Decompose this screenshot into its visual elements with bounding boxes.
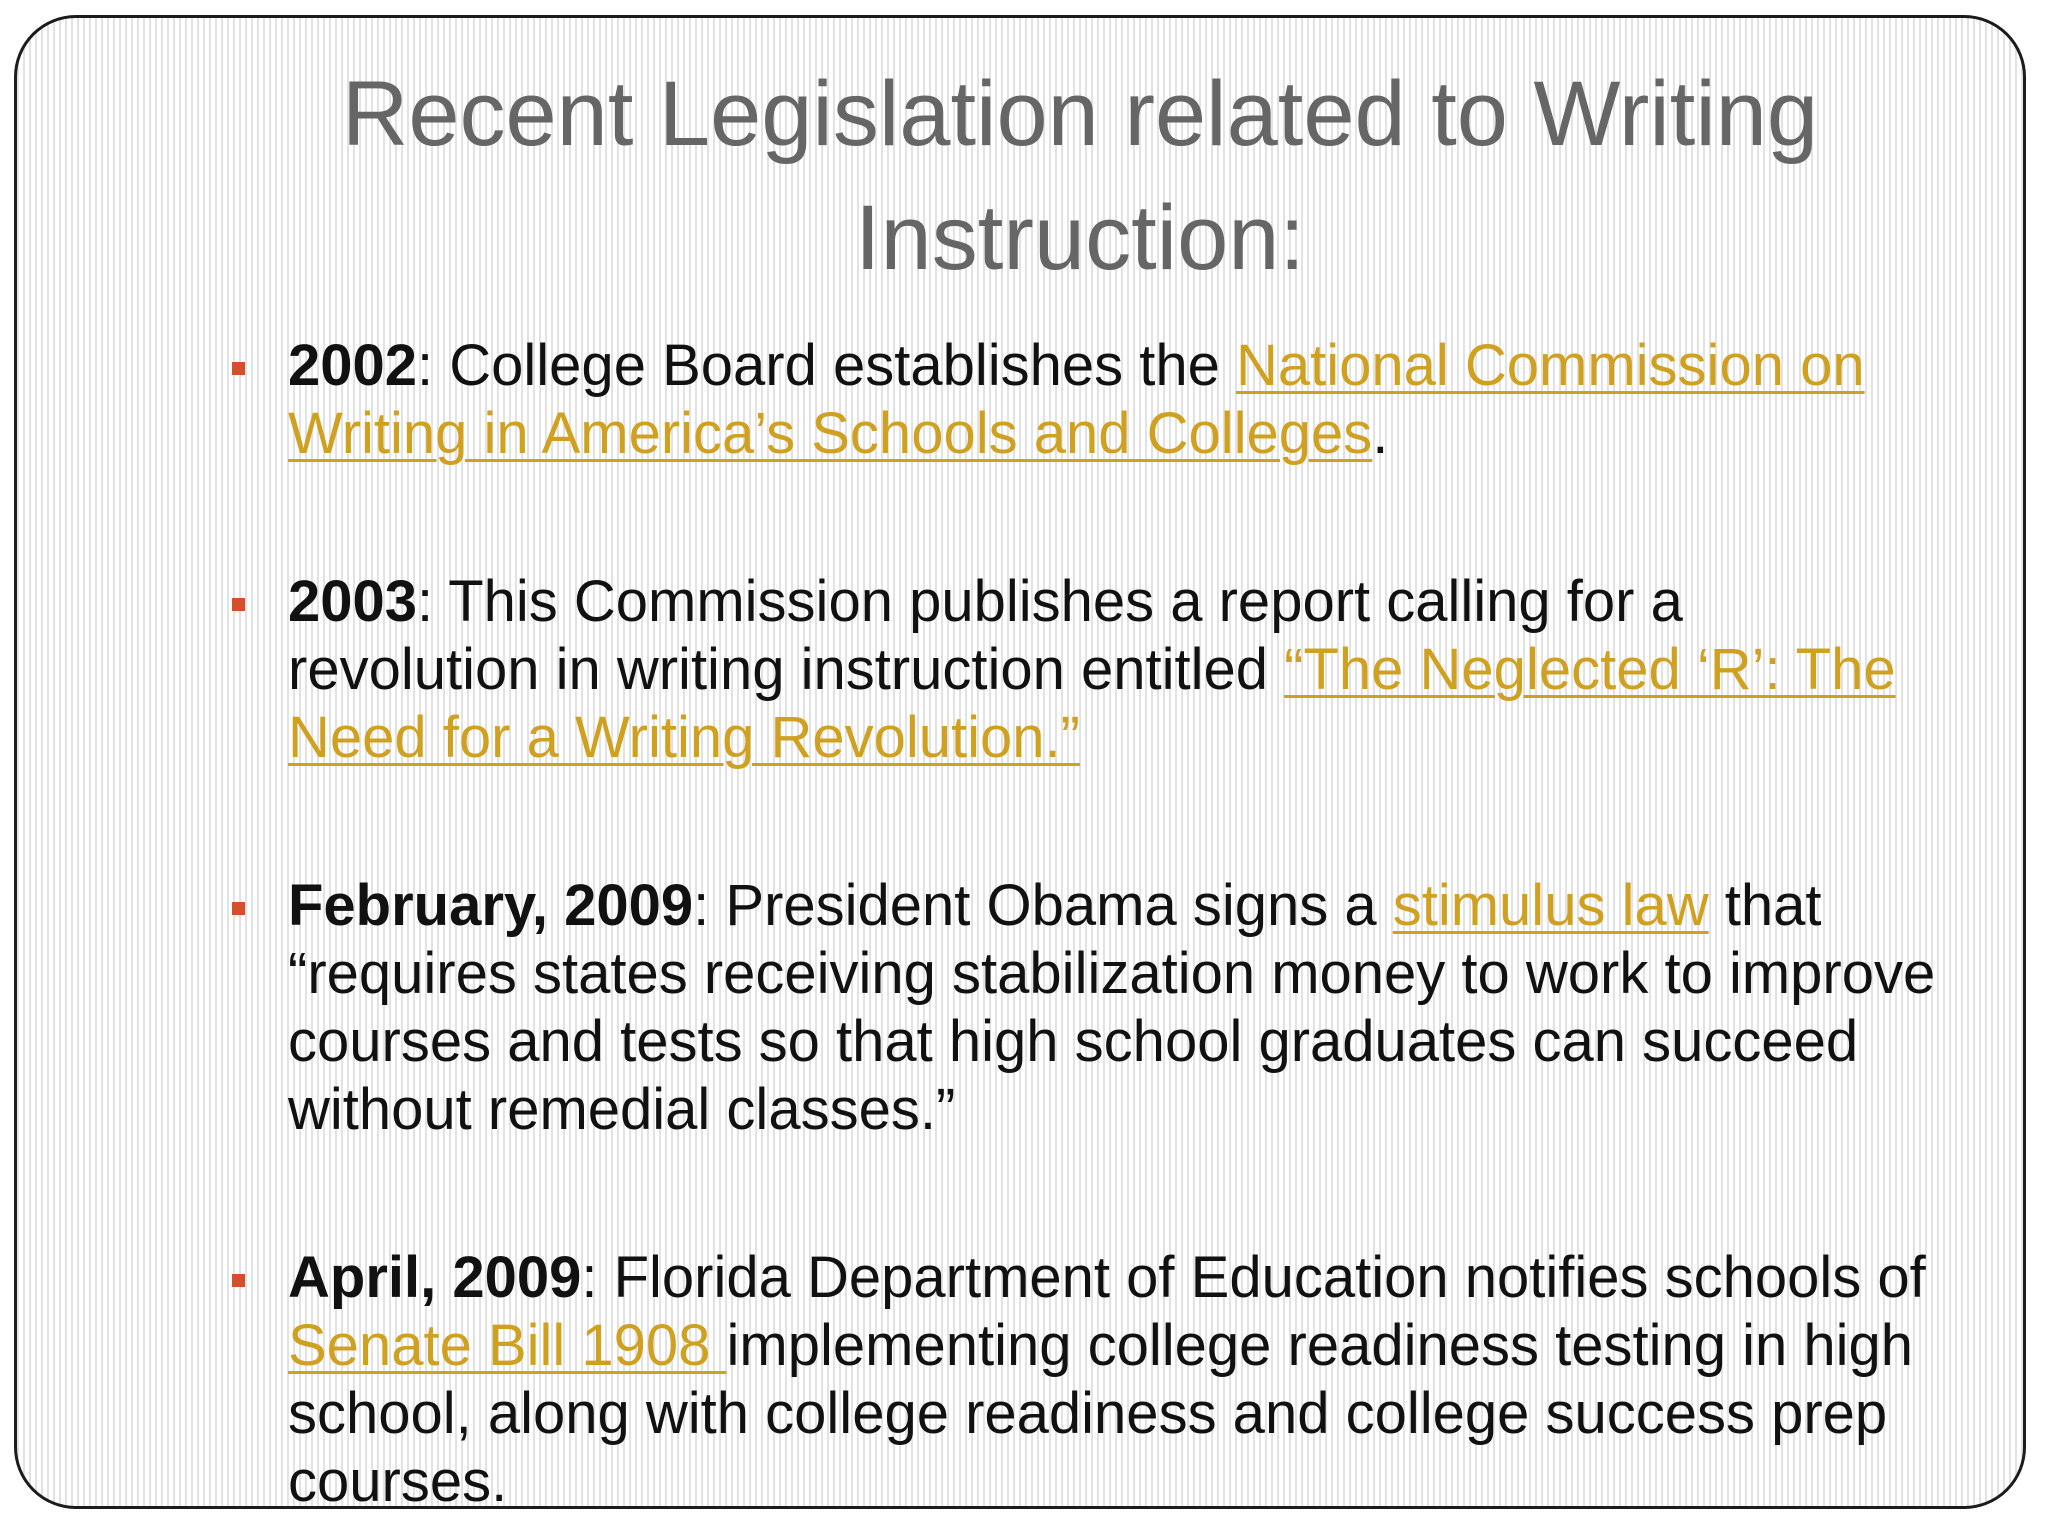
square-bullet-icon xyxy=(232,902,245,915)
stimulus-law-link[interactable]: stimulus law xyxy=(1392,873,1709,938)
bullet-item-2002 xyxy=(230,332,1950,468)
bullet-date: April, 2009 xyxy=(288,1245,582,1310)
neglected-r-report-link[interactable]: “The Neglected ‘R’: The Need for a Writing Revolution.” xyxy=(288,637,1896,770)
bullet-text-after: implementing college readiness testing in high school, along with college readiness and college success prep courses. xyxy=(288,1313,1914,1514)
slide-title-line-1: Recent Legislation related to Writing xyxy=(341,63,1819,165)
bullet-date: February, 2009 xyxy=(288,873,694,938)
slide-title-line-2: Instruction: xyxy=(855,187,1305,289)
bullet-text: This Commission publishes a report calling for a revolution in writing instruction entitled xyxy=(288,569,1683,702)
bullet-date: 2002 xyxy=(288,333,418,398)
slide-title xyxy=(60,52,2048,300)
national-commission-link[interactable]: National Commission on Writing in America’s Schools and Colleges xyxy=(288,333,1865,466)
square-bullet-icon xyxy=(232,362,245,375)
bullet-text-after: that “requires states receiving stabilization money to work to improve courses and tests so that high school graduates can succeed without remedial classes.” xyxy=(288,873,1936,1142)
bullet-text: Florida Department of Education notifies schools of xyxy=(613,1245,1926,1310)
square-bullet-icon xyxy=(232,1274,245,1287)
bullet-item-apr-2009 xyxy=(230,1244,1950,1516)
bullet-text: College Board establishes the xyxy=(449,333,1236,398)
bullet-separator: : xyxy=(417,569,449,634)
bullet-separator: : xyxy=(581,1245,614,1310)
bullet-separator: : xyxy=(417,333,450,398)
bullet-text: President Obama signs a xyxy=(725,873,1393,938)
bullet-separator: : xyxy=(693,873,726,938)
senate-bill-1908-link[interactable]: Senate Bill 1908 xyxy=(288,1313,727,1378)
bullet-item-2003 xyxy=(230,568,1950,772)
bullet-text-after: . xyxy=(1372,401,1389,466)
bullet-date: 2003 xyxy=(288,569,418,634)
bullet-list xyxy=(230,332,1950,1516)
square-bullet-icon xyxy=(232,598,245,611)
bullet-item-feb-2009 xyxy=(230,872,1950,1144)
